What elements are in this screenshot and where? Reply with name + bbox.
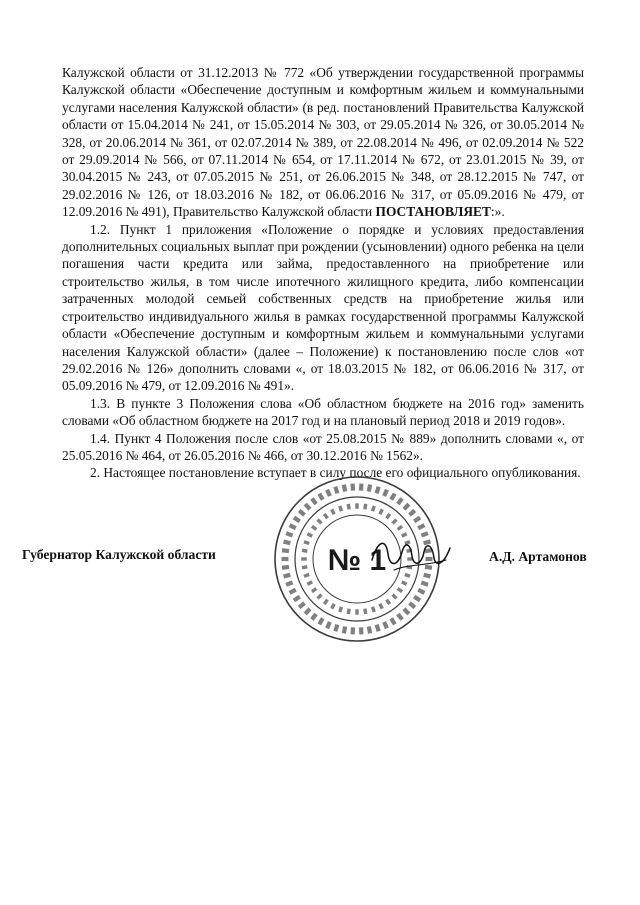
intro-text: Калужской области от 31.12.2013 № 772 «Об утверждении государственной программы Калужской области «Обеспечение доступным и комфортным жильем и коммунальными услугами населения Калужской области» (в ред. постановлений Правительства Калужской области от 15.04.2014 № 241, от 15.05.2014 № 303, от 29.05.2014 № 326, от 30.05.2014 № 328, от 20.06.2014 № 361, от 02.07.2014 № 389, от 22.08.2014 № 496, от 02.09.2014 № 522 от 29.09.2014 № 566, от 07.11.2014 № 654, от 17.11.2014 № 672, от 23.01.2015 № 39, от 30.04.2015 № 243, от 07.05.2015 № 251, от 26.06.2015 № 348, от 28.12.2015 № 747, от 29.02.2016 № 126, от 18.03.2016 № 182, от 06.06.2016 № 317, от 05.09.2016 № 479, от 12.09.2016 № 491), Правительство Калужской области: [62, 65, 584, 220]
seal-letter-mark: [371, 606, 376, 612]
seal-letter-mark: [333, 624, 339, 632]
seal-letter-mark: [298, 509, 306, 517]
seal-letter-mark: [382, 621, 389, 629]
seal-letter-mark: [293, 516, 301, 523]
seal-letter-mark: [293, 595, 301, 602]
seal-letter-mark: [397, 587, 403, 593]
seal-letter-mark: [338, 606, 343, 612]
seal-letter-mark: [310, 613, 318, 621]
seal-letter-mark: [389, 617, 396, 625]
signatory-name: А.Д. Артамонов: [489, 549, 587, 564]
seal-letter-mark: [367, 484, 372, 492]
seal-letter-mark: [338, 505, 343, 511]
seal-letter-mark: [317, 617, 324, 625]
seal-letter-mark: [285, 531, 293, 537]
seal-letter-mark: [401, 580, 407, 586]
seal-letter-mark: [375, 486, 381, 494]
seal-letter-mark: [342, 626, 347, 634]
seal-letter-mark: [323, 599, 329, 605]
seal-letter-mark: [310, 497, 318, 505]
seal-letter-mark: [391, 593, 397, 599]
seal-letter-mark: [421, 580, 429, 586]
seal-letter-mark: [391, 518, 397, 524]
seal-letter-mark: [385, 513, 391, 519]
seal-letter-mark: [402, 607, 410, 615]
seal-letter-mark: [330, 603, 336, 609]
seal-letter-mark: [342, 484, 347, 492]
seal-letter-mark: [311, 587, 317, 593]
seal-letter-mark: [333, 486, 339, 494]
seal-letter-mark: [408, 601, 416, 609]
seal-letter-mark: [417, 588, 425, 595]
seal-letter-mark: [355, 503, 358, 509]
seal-letter-mark: [382, 489, 389, 497]
seal-letter-mark: [363, 504, 367, 510]
seal-letter-mark: [408, 509, 416, 517]
seal-letter-mark: [289, 588, 297, 595]
seal-letter-mark: [347, 608, 351, 614]
seal-letter-mark: [371, 505, 376, 511]
seal-letter-mark: [316, 518, 322, 524]
paragraph-intro: [62, 64, 584, 221]
seal-letter-mark: [389, 493, 396, 501]
seal-letter-mark: [285, 580, 293, 586]
seal-center-number: № 1: [327, 544, 387, 577]
seal-letter-mark: [367, 626, 372, 634]
seal-letter-mark: [289, 523, 297, 530]
signature-block: [22, 544, 612, 574]
paragraph-2: 2. Настоящее постановление вступает в силу после его официального опубликования.: [90, 465, 581, 481]
seal-letter-mark: [311, 525, 317, 531]
seal-letter-mark: [323, 513, 329, 519]
paragraph-1-4: 1.4. Пункт 4 Положения после слов «от 25.08.2015 № 889» дополнить словами «, от 25.05.2016 № 464, от 26.05.2016 № 466, от 30.12.2016 № 1562».: [62, 430, 584, 463]
seal-letter-mark: [385, 599, 391, 605]
seal-letter-mark: [396, 497, 404, 505]
seal-letter-mark: [325, 489, 332, 497]
seal-letter-mark: [413, 516, 421, 523]
seal-letter-mark: [413, 595, 421, 602]
paragraph-1-2: 1.2. Пункт 1 приложения «Положение о порядке и условиях предоставления дополнительных социальных выплат при рождении (усыновлении) одного ребенка на цели погашения части кредита или займа, предоставленного на приобретение или строительство жилья, в том числе ипотечного жилищного кредита, либо компенсации затраченных молодой семьей собственных средств на приобретение жилья или строительство индивидуального жилья в рамках государственной программы Калужской области «Обеспечение доступным и комфортным жильем и коммунальными услугами населения Калужской области» (далее – Положение) к постановлению после слов «от 29.02.2016 № 126» дополнить словами «, от 18.03.2015 № 182, от 06.06.2016 № 317, от 05.09.2016 № 479, от 12.09.2016 № 491».: [62, 221, 584, 394]
decree-word: ПОСТАНОВЛЯЕТ: [375, 204, 491, 220]
seal-letter-mark: [375, 624, 381, 632]
seal-letter-mark: [378, 509, 384, 515]
seal-letter-mark: [330, 509, 336, 515]
document-body: [62, 64, 584, 482]
signatory-title: Губернатор Калужской области: [22, 547, 216, 562]
seal-letter-mark: [307, 580, 313, 586]
seal-letter-mark: [298, 601, 306, 609]
seal-letter-mark: [378, 603, 384, 609]
seal-letter-mark: [347, 504, 351, 510]
seal-letter-mark: [359, 484, 364, 491]
decree-tail: :».: [490, 204, 505, 220]
seal-letter-mark: [304, 503, 312, 511]
seal-letter-mark: [307, 532, 313, 538]
seal-letter-mark: [359, 627, 364, 634]
seal-letter-mark: [316, 593, 322, 599]
seal-letter-mark: [351, 627, 356, 634]
seal-letter-mark: [304, 607, 312, 615]
seal-letter-mark: [402, 503, 410, 511]
paragraph-1-3: 1.3. В пункте 3 Положения слова «Об областном бюджете на 2016 год» заменить словами «Об областном бюджете на 2017 год и на плановый период 2018 и 2019 годов».: [62, 395, 584, 429]
seal-letter-mark: [363, 608, 367, 614]
seal-letter-mark: [396, 613, 404, 621]
seal-letter-mark: [355, 609, 358, 615]
seal-letter-mark: [351, 484, 356, 491]
seal-letter-mark: [317, 493, 324, 501]
seal-letter-mark: [325, 621, 332, 629]
